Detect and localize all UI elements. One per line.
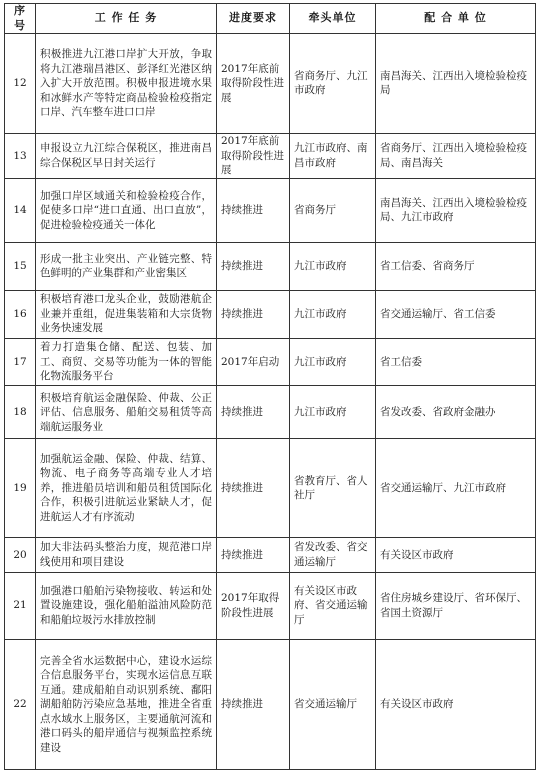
coop-unit-cell: 省交通运输厅、省工信委 [376, 290, 536, 338]
coop-unit-cell: 省工信委、省商务厅 [376, 243, 536, 291]
lead-unit-cell: 省商务厅、九江市政府 [290, 34, 376, 134]
coop-unit-cell: 省交通运输厅、九江市政府 [376, 439, 536, 538]
coop-unit-cell: 省商务厅、江西出入境检验检疫局、南昌海关 [376, 133, 536, 178]
lead-unit-cell: 九江市政府、南昌市政府 [290, 133, 376, 178]
task-cell: 完善全省水运数据中心，建设水运综合信息服务平台，实现水运信息互联互通。建成船舶自动识别系统、鄱阳湖船舶防污染应急基地，推进全省重点水域水上服务区，主要通航河流和港口码头的船岸通信与视频监控系统建设 [36, 639, 217, 769]
coop-unit-cell: 南昌海关、江西出入境检验检疫局 [376, 34, 536, 134]
header-coop: 配 合 单 位 [376, 4, 536, 34]
task-cell: 加大非法码头整治力度，规范港口岸线使用和项目建设 [36, 537, 217, 572]
task-table [4, 3, 536, 770]
row-number: 14 [5, 178, 36, 242]
task-cell: 加强港口船舶污染物接收、转运和处置设施建设，强化船舶溢油风险防范和船舶垃圾污水排放控制 [36, 572, 217, 639]
lead-unit-cell: 有关设区市政府、省交通运输厅 [290, 572, 376, 639]
coop-unit-cell: 有关设区市政府 [376, 639, 536, 769]
task-cell: 着力打造集仓储、配送、包装、加工、商贸、交易等功能为一体的智能化物流服务平台 [36, 338, 217, 386]
progress-cell: 持续推进 [217, 439, 290, 538]
progress-cell: 持续推进 [217, 639, 290, 769]
table-row [5, 133, 536, 178]
row-number: 18 [5, 386, 36, 439]
row-number: 19 [5, 439, 36, 538]
progress-cell: 持续推进 [217, 243, 290, 291]
row-number: 17 [5, 338, 36, 386]
lead-unit-cell: 九江市政府 [290, 386, 376, 439]
coop-unit-cell: 省工信委 [376, 338, 536, 386]
table-row [5, 537, 536, 572]
lead-unit-cell: 九江市政府 [290, 338, 376, 386]
table-row [5, 338, 536, 386]
lead-unit-cell: 省商务厅 [290, 178, 376, 242]
lead-unit-cell: 省发改委、省交通运输厅 [290, 537, 376, 572]
progress-cell: 2017年底前取得阶段性进展 [217, 133, 290, 178]
header-num: 序号 [5, 4, 36, 34]
progress-cell: 持续推进 [217, 386, 290, 439]
task-cell: 积极培育港口龙头企业，鼓励港航企业兼并重组，促进集装箱和大宗货物业务快速发展 [36, 290, 217, 338]
row-number: 13 [5, 133, 36, 178]
task-cell: 申报设立九江综合保税区，推进南昌综合保税区早日封关运行 [36, 133, 217, 178]
progress-cell: 2017年底前取得阶段性进展 [217, 34, 290, 134]
header-task: 工 作 任 务 [36, 4, 217, 34]
table-row [5, 572, 536, 639]
coop-unit-cell: 南昌海关、江西出入境检验检疫局、九江市政府 [376, 178, 536, 242]
task-cell: 形成一批主业突出、产业链完整、特色鲜明的产业集群和产业密集区 [36, 243, 217, 291]
row-number: 16 [5, 290, 36, 338]
progress-cell: 持续推进 [217, 290, 290, 338]
table-row [5, 290, 536, 338]
progress-cell: 持续推进 [217, 537, 290, 572]
lead-unit-cell: 九江市政府 [290, 290, 376, 338]
header-row [5, 4, 536, 34]
row-number: 12 [5, 34, 36, 134]
row-number: 15 [5, 243, 36, 291]
header-lead: 牵头单位 [290, 4, 376, 34]
lead-unit-cell: 省交通运输厅 [290, 639, 376, 769]
table-row [5, 178, 536, 242]
row-number: 20 [5, 537, 36, 572]
row-number: 22 [5, 639, 36, 769]
task-cell: 加强口岸区域通关和检验检疫合作，促使多口岸“进口直通、出口直放”，促进检验检疫通关一体化 [36, 178, 217, 242]
progress-cell: 2017年启动 [217, 338, 290, 386]
table-row [5, 439, 536, 538]
table-row [5, 639, 536, 769]
lead-unit-cell: 九江市政府 [290, 243, 376, 291]
row-number: 21 [5, 572, 36, 639]
task-cell: 积极培育航运金融保险、仲裁、公正评估、信息服务、船舶交易租赁等高端航运服务业 [36, 386, 217, 439]
task-cell: 加强航运金融、保险、仲裁、结算、物流、电子商务等高端专业人才培养，推进船员培训和船员租赁国际化合作，积极引进航运业紧缺人才，促进航运人才有序流动 [36, 439, 217, 538]
task-cell: 积极推进九江港口岸扩大开放，争取将九江港瑞昌港区、彭泽红光港区纳入扩大开放范围。积极申报进境水果和冰鲜水产等特定商品检验检疫指定口岸、汽车整车进口口岸 [36, 34, 217, 134]
table-row [5, 243, 536, 291]
coop-unit-cell: 有关设区市政府 [376, 537, 536, 572]
progress-cell: 2017年取得阶段性进展 [217, 572, 290, 639]
coop-unit-cell: 省发改委、省政府金融办 [376, 386, 536, 439]
coop-unit-cell: 省住房城乡建设厅、省环保厅、省国土资源厅 [376, 572, 536, 639]
progress-cell: 持续推进 [217, 178, 290, 242]
table-row [5, 34, 536, 134]
header-progress: 进度要求 [217, 4, 290, 34]
table-row [5, 386, 536, 439]
lead-unit-cell: 省教育厅、省人社厅 [290, 439, 376, 538]
